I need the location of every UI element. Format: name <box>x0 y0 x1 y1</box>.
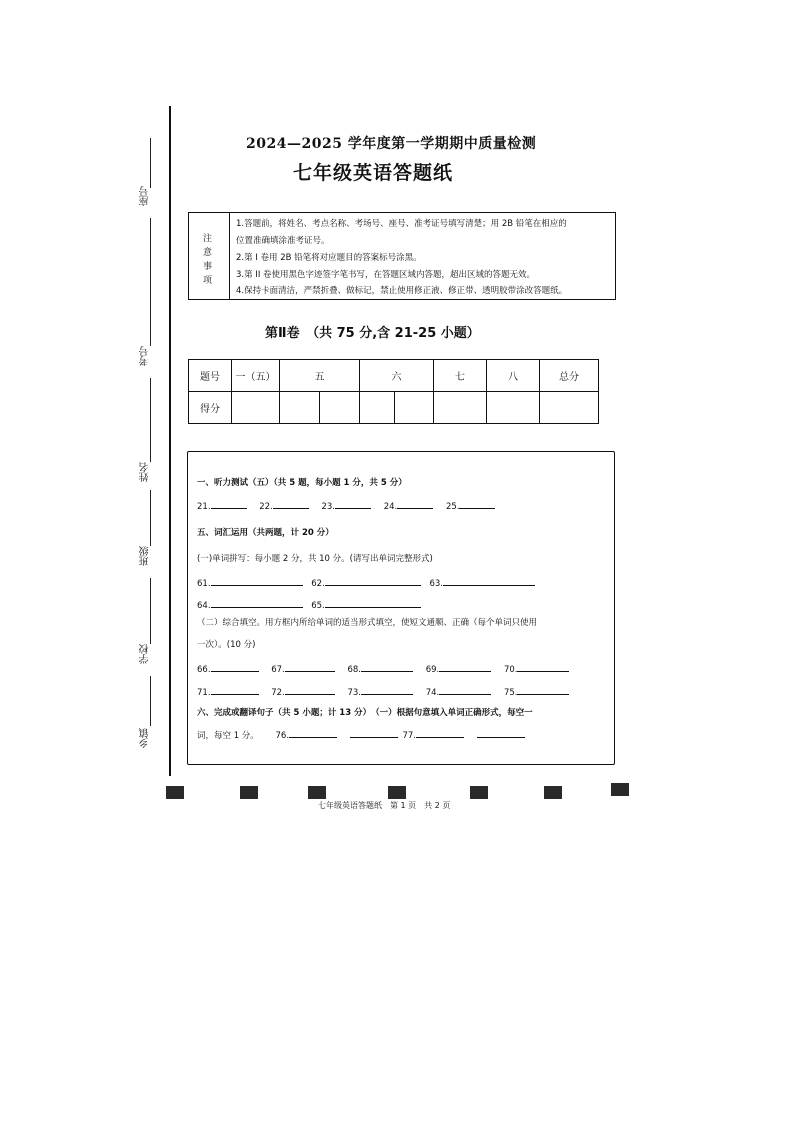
notice-item: 位置准确填涂准考证号。 <box>236 236 330 246</box>
notice-head-char: 注 <box>203 234 213 244</box>
part6-line2 <box>197 728 525 741</box>
part1-title: 一、听力测试（五）（共 5 题，每小题 1 分，共 5 分） <box>197 478 407 488</box>
answer-blank[interactable] <box>211 685 259 695</box>
score-cell[interactable] <box>395 392 434 424</box>
notice-head-char: 意 <box>203 248 213 258</box>
score-cell[interactable] <box>280 392 320 424</box>
score-header-cell: 八 <box>487 360 540 392</box>
question-number: 68. <box>347 665 361 675</box>
question-number: 25. <box>445 502 460 512</box>
question-number: 72. <box>271 688 285 698</box>
part5a-row1 <box>197 576 535 589</box>
score-cell[interactable] <box>360 392 395 424</box>
question-number: 77. <box>402 731 416 741</box>
answer-blank[interactable] <box>211 499 247 509</box>
question-number: 63. <box>429 579 443 589</box>
exam-title: 2024—2025 学年度第一学期期中质量检测 <box>246 136 537 152</box>
score-table <box>188 359 599 424</box>
question-number: 75. <box>503 688 518 698</box>
score-header-cell: 一（五） <box>232 360 280 392</box>
score-cell[interactable] <box>540 392 599 424</box>
part1-answers <box>197 499 495 512</box>
answer-blank[interactable] <box>361 662 413 672</box>
question-number: 24. <box>383 502 398 512</box>
answer-area <box>187 451 615 765</box>
question-number: 70. <box>503 665 518 675</box>
score-cell[interactable] <box>320 392 360 424</box>
answer-blank[interactable] <box>289 728 337 738</box>
answer-blank[interactable] <box>325 598 421 608</box>
question-number: 61. <box>197 579 211 589</box>
part5b-row2 <box>197 685 569 698</box>
sheet-title: 七年级英语答题纸 <box>293 162 454 184</box>
alignment-marker <box>611 783 629 796</box>
town-label: 乡镇 <box>140 728 151 748</box>
exam-no-line <box>150 218 151 346</box>
answer-blank[interactable] <box>439 662 491 672</box>
answer-blank[interactable] <box>273 499 309 509</box>
answer-blank[interactable] <box>416 728 464 738</box>
section-title: 第Ⅱ卷 （共 75 分,含 21-25 小题） <box>265 326 480 341</box>
page-footer: 七年级英语答题纸 第 1 页 共 2 页 <box>318 801 451 810</box>
score-header-cell: 总分 <box>540 360 599 392</box>
class-line <box>150 490 151 546</box>
question-number: 21. <box>197 502 211 512</box>
part5-title: 五、词汇运用（共两题，计 20 分） <box>197 528 334 538</box>
score-cell[interactable] <box>232 392 280 424</box>
seat-line <box>150 138 151 188</box>
answer-blank[interactable] <box>443 576 535 586</box>
notice-item: 3.第 II 卷使用黑色字迹签字笔书写，在答题区域内答题，超出区域的答题无效。 <box>236 270 536 280</box>
answer-blank[interactable] <box>439 685 491 695</box>
answer-blank[interactable] <box>211 662 259 672</box>
score-header-cell: 六 <box>360 360 434 392</box>
part5b-line2: 一次）。(10 分) <box>197 640 256 650</box>
question-number: 76. <box>275 731 290 741</box>
notice-head <box>189 213 230 299</box>
name-label: 姓名 <box>140 462 151 482</box>
question-number: 73. <box>347 688 361 698</box>
question-number: 23. <box>321 502 335 512</box>
answer-blank[interactable] <box>285 662 335 672</box>
seat-label: 座号 <box>140 186 151 206</box>
score-cell[interactable] <box>434 392 487 424</box>
score-table-score-row <box>189 392 599 424</box>
alignment-marker <box>388 786 406 799</box>
school-line <box>150 578 151 644</box>
name-line <box>150 378 151 462</box>
score-header-cell: 题号 <box>189 360 232 392</box>
score-table-header-row <box>189 360 599 392</box>
score-cell[interactable] <box>487 392 540 424</box>
school-label: 学校 <box>140 644 151 664</box>
answer-blank[interactable] <box>361 685 413 695</box>
binding-line <box>169 106 171 776</box>
notice-item: 4.保持卡面清洁，严禁折叠、做标记，禁止使用修正液、修正带、透明胶带涂改答题纸。 <box>236 286 568 296</box>
alignment-marker <box>308 786 326 799</box>
answer-blank[interactable] <box>211 576 303 586</box>
question-number: 64. <box>197 601 211 611</box>
question-number: 69. <box>425 665 440 675</box>
alignment-marker <box>470 786 488 799</box>
answer-blank[interactable] <box>477 728 525 738</box>
question-number: 65. <box>311 601 325 611</box>
notice-head-char: 项 <box>203 276 213 286</box>
question-number: 67. <box>271 665 285 675</box>
part5a-title: (一)单词拼写：每小题 2 分，共 10 分。(请写出单词完整形式) <box>197 554 433 564</box>
notice-head-char: 事 <box>203 262 213 272</box>
answer-blank[interactable] <box>211 598 303 608</box>
part5a-row2 <box>197 598 421 611</box>
question-number: 74. <box>425 688 440 698</box>
exam-no-label: 考号 <box>140 346 151 366</box>
alignment-marker <box>240 786 258 799</box>
notice-item: 2.第 I 卷用 2B 铅笔将对应题目的答案标号涂黑。 <box>236 253 422 263</box>
question-number: 71. <box>197 688 211 698</box>
answer-blank[interactable] <box>517 685 569 695</box>
answer-blank[interactable] <box>350 728 398 738</box>
part6-line2-text: 词，每空 1 分。 <box>197 731 259 741</box>
question-number: 66. <box>197 665 211 675</box>
score-header-cell: 七 <box>434 360 487 392</box>
notice-box <box>188 212 616 300</box>
question-number: 22. <box>259 502 273 512</box>
answer-blank[interactable] <box>459 499 495 509</box>
part6-line1: 六、完成或翻译句子（共 5 小题；计 13 分） （一）根据句意填入单词正确形式，每空一 <box>197 708 533 718</box>
alignment-marker <box>166 786 184 799</box>
answer-blank[interactable] <box>517 662 569 672</box>
answer-blank[interactable] <box>325 576 421 586</box>
notice-item: 1.答题前，将姓名、考点名称、考场号、座号、准考证号填写清楚；用 2B 铅笔在相应的 <box>236 219 567 229</box>
part5b-line1: （二）综合填空。用方框内所给单词的适当形式填空，使短文通顺、正确（每个单词只使用 <box>197 618 538 628</box>
town-line <box>150 676 151 726</box>
question-number: 62. <box>311 579 325 589</box>
answer-blank[interactable] <box>397 499 433 509</box>
part5b-row1 <box>197 662 569 675</box>
score-row-label: 得分 <box>189 392 232 424</box>
alignment-marker <box>544 786 562 799</box>
answer-blank[interactable] <box>285 685 335 695</box>
score-header-cell: 五 <box>280 360 360 392</box>
class-label: 班级 <box>140 546 151 566</box>
answer-blank[interactable] <box>335 499 371 509</box>
